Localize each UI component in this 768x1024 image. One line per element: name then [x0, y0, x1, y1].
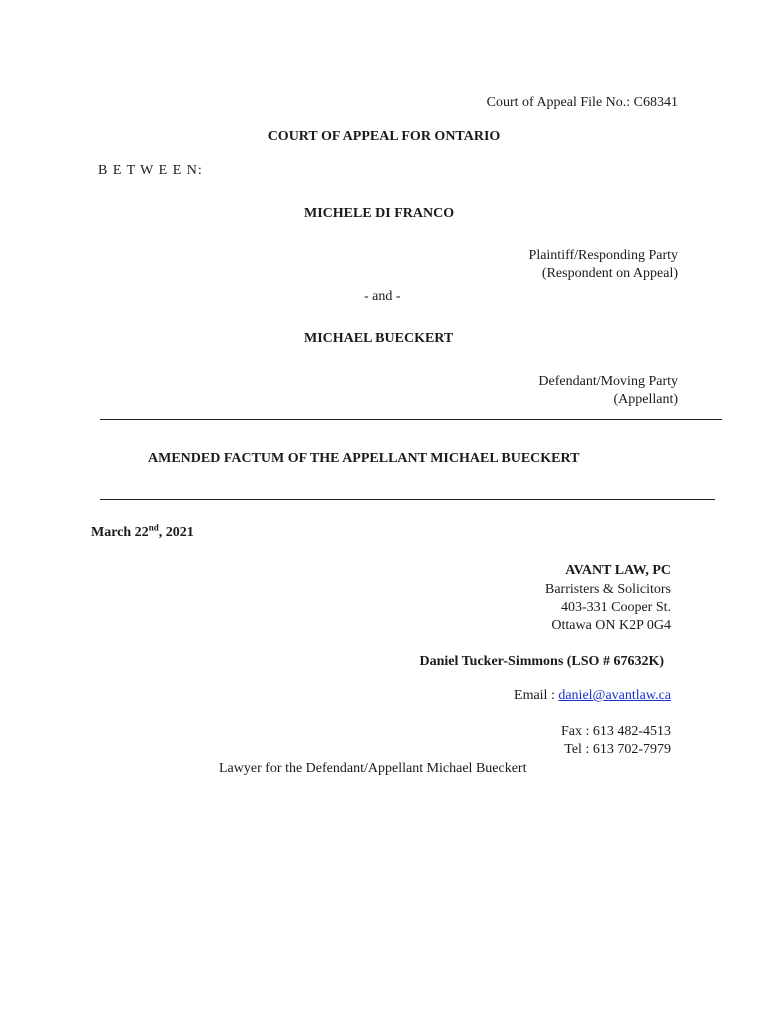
email-label: Email : [514, 688, 559, 703]
between-label: B E T W E E N: [98, 163, 203, 178]
defendant-name: MICHAEL BUECKERT [304, 331, 454, 346]
divider-bottom [100, 499, 715, 500]
file-number: Court of Appeal File No.: C68341 [486, 95, 678, 110]
fax-line: Fax : 613 482-4513 [560, 724, 671, 739]
lawyer-for-line: Lawyer for the Defendant/Appellant Michael Bueckert [219, 761, 527, 776]
document-date: March 22nd, 2021 [91, 522, 194, 540]
divider-top [100, 419, 722, 420]
and-separator: - and - [364, 289, 401, 304]
tel-line: Tel : 613 702-7979 [564, 742, 671, 757]
defendant-role-line-2: (Appellant) [613, 392, 678, 407]
firm-line-3: Ottawa ON K2P 0G4 [551, 618, 671, 633]
plaintiff-name: MICHELE DI FRANCO [304, 206, 455, 221]
email-link[interactable]: daniel@avantlaw.ca [558, 688, 671, 703]
firm-line-1: Barristers & Solicitors [545, 582, 671, 597]
plaintiff-role-line-2: (Respondent on Appeal) [541, 266, 678, 281]
plaintiff-role-line-1: Plaintiff/Responding Party [528, 248, 678, 263]
firm-name: AVANT LAW, PC [565, 563, 671, 578]
lawyer-name: Daniel Tucker-Simmons (LSO # 67632K) [419, 654, 664, 669]
defendant-role-line-1: Defendant/Moving Party [538, 374, 678, 389]
firm-line-2: 403-331 Cooper St. [560, 600, 671, 615]
court-name: COURT OF APPEAL FOR ONTARIO [267, 129, 501, 144]
email-line [514, 688, 671, 704]
document-title: AMENDED FACTUM OF THE APPELLANT MICHAEL BUECKERT [148, 451, 580, 466]
